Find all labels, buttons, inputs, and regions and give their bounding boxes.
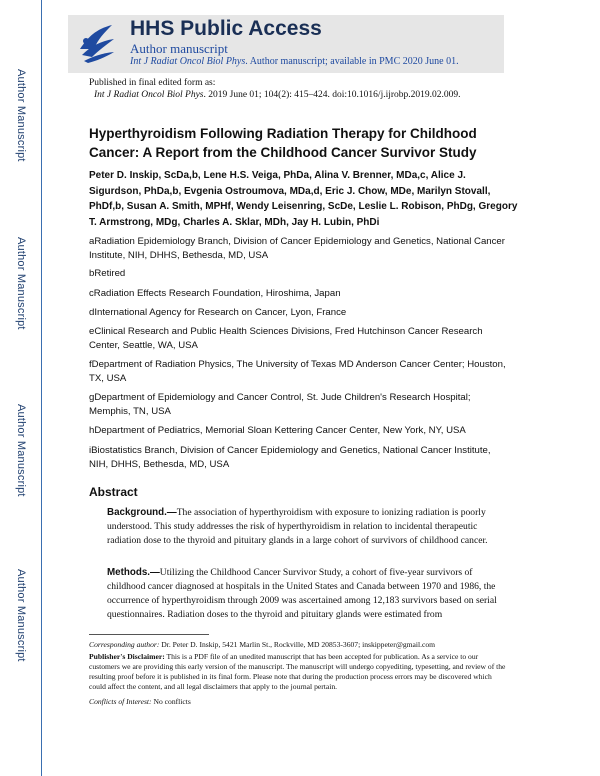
sidebar-label: Author Manuscript	[15, 68, 27, 162]
abstract-methods	[107, 566, 505, 622]
affiliation: hDepartment of Pediatrics, Memorial Sloan Kettering Cancer Center, New York, NY, USA	[89, 425, 466, 436]
background-label: Background.—	[107, 507, 177, 518]
sidebar-label: Author Manuscript	[15, 403, 27, 497]
affiliation: cRadiation Effects Research Foundation, Hiroshima, Japan	[89, 288, 341, 299]
corresponding-label: Corresponding author:	[89, 640, 160, 649]
author-list	[89, 168, 519, 230]
conflicts-text: No conflicts	[151, 697, 191, 706]
sidebar-label: Author Manuscript	[15, 236, 27, 330]
affiliation: gDepartment of Epidemiology and Cancer Control, St. Jude Children's Research Hospital; Memphis, TN, USA	[89, 392, 471, 417]
journal-name: Int J Radiat Oncol Biol Phys	[130, 56, 246, 67]
footnote-rule	[89, 634, 209, 635]
sidebar-label: Author Manuscript	[15, 568, 27, 662]
abstract-heading: Abstract	[89, 485, 138, 499]
journal-availability-line	[130, 56, 459, 67]
hhs-eagle-logo-icon	[74, 19, 118, 65]
corresponding-author-note	[89, 640, 509, 650]
authors-text: Peter D. Inskip, ScDa,b, Lene H.S. Veiga, PhDa, Alina V. Brenner, MDa,c, Alice J. Sigurdson, PhDa,b, Evgenia Ostroumova, MDa,d, Eric J. Chow, MDe, Marilyn Stovall, PhDf,b, Susan A. Smith, MPHf, Wendy Leisenring, ScDe, Leslie L. Robison, PhDg, Gregory T. Armstrong, MDg, Charles A. Sklar, MDh, Jay H. Lubin, PhDi	[89, 170, 518, 228]
hhs-public-access-title: HHS Public Access	[130, 17, 322, 40]
conflicts-label: Conflicts of Interest:	[89, 697, 152, 706]
author-manuscript-sidebar	[0, 0, 46, 776]
methods-label: Methods.—	[107, 567, 160, 578]
sidebar-divider	[41, 0, 42, 776]
methods-text: Utilizing the Childhood Cancer Survivor Study, a cohort of five-year survivors of childhood cancer diagnosed at hospitals in the United States and Canada between 1970 and 1986, the occurrence of hyperthyroidism through 2009 was ascertained among 12,183 survivors based on serial questionnaires. Radiation doses to the thyroid and pituitary glands were estimated from	[107, 567, 497, 620]
affiliation: fDepartment of Radiation Physics, The University of Texas MD Anderson Cancer Center; Houston, TX, USA	[89, 359, 506, 384]
affiliation: iBiostatistics Branch, Division of Cancer Epidemiology and Genetics, National Cancer Institute, NIH, DHHS, Bethesda, MD, USA	[89, 445, 491, 470]
affiliation: bRetired	[89, 268, 126, 279]
citation-details: . 2019 June 01; 104(2): 415–424. doi:10.1016/j.ijrobp.2019.02.009.	[203, 90, 461, 100]
background-text: The association of hyperthyroidism with exposure to ionizing radiation is poorly understood. This study addresses the risk of hyperthyroidism in relation to incidental therapeutic radiation dose to the thyroid and pituitary glands in a large cohort of survivors of childhood cancer.	[107, 507, 488, 546]
citation-journal: Int J Radiat Oncol Biol Phys	[94, 90, 204, 100]
corresponding-text: Dr. Peter D. Inskip, 5421 Marlin St., Rockville, MD 20853-3607; inskippeter@gmail.com	[159, 640, 436, 649]
affiliation: aRadiation Epidemiology Branch, Division of Cancer Epidemiology and Genetics, National Cancer Institute, NIH, DHHS, Bethesda, MD, USA	[89, 236, 505, 261]
citation	[94, 90, 461, 100]
affiliation: eClinical Research and Public Health Sciences Divisions, Fred Hutchinson Cancer Research Center, Seattle, WA, USA	[89, 326, 483, 351]
conflicts-note	[89, 697, 509, 707]
disclaimer-text: This is a PDF file of an unedited manuscript that has been accepted for publication. As a service to our customers we are providing this early version of the manuscript. The manuscript will undergo copyediting, typesetting, and review of the resulting proof before it is published in its final form. Please note that during the production process errors may be discovered which could affect the content, and all legal disclaimers that apply to the journal pertain.	[89, 652, 506, 691]
availability-text: . Author manuscript; available in PMC 2020 June 01.	[245, 56, 459, 67]
abstract-background	[107, 506, 505, 548]
affiliation: dInternational Agency for Research on Cancer, Lyon, France	[89, 307, 347, 318]
publisher-disclaimer	[89, 652, 509, 692]
disclaimer-label: Publisher's Disclaimer:	[89, 652, 165, 661]
article-title: Hyperthyroidism Following Radiation Therapy for Childhood Cancer: A Report from the Childhood Cancer Survivor Study	[89, 126, 477, 160]
published-label: Published in final edited form as:	[89, 78, 216, 88]
author-manuscript-subtitle: Author manuscript	[130, 41, 228, 56]
